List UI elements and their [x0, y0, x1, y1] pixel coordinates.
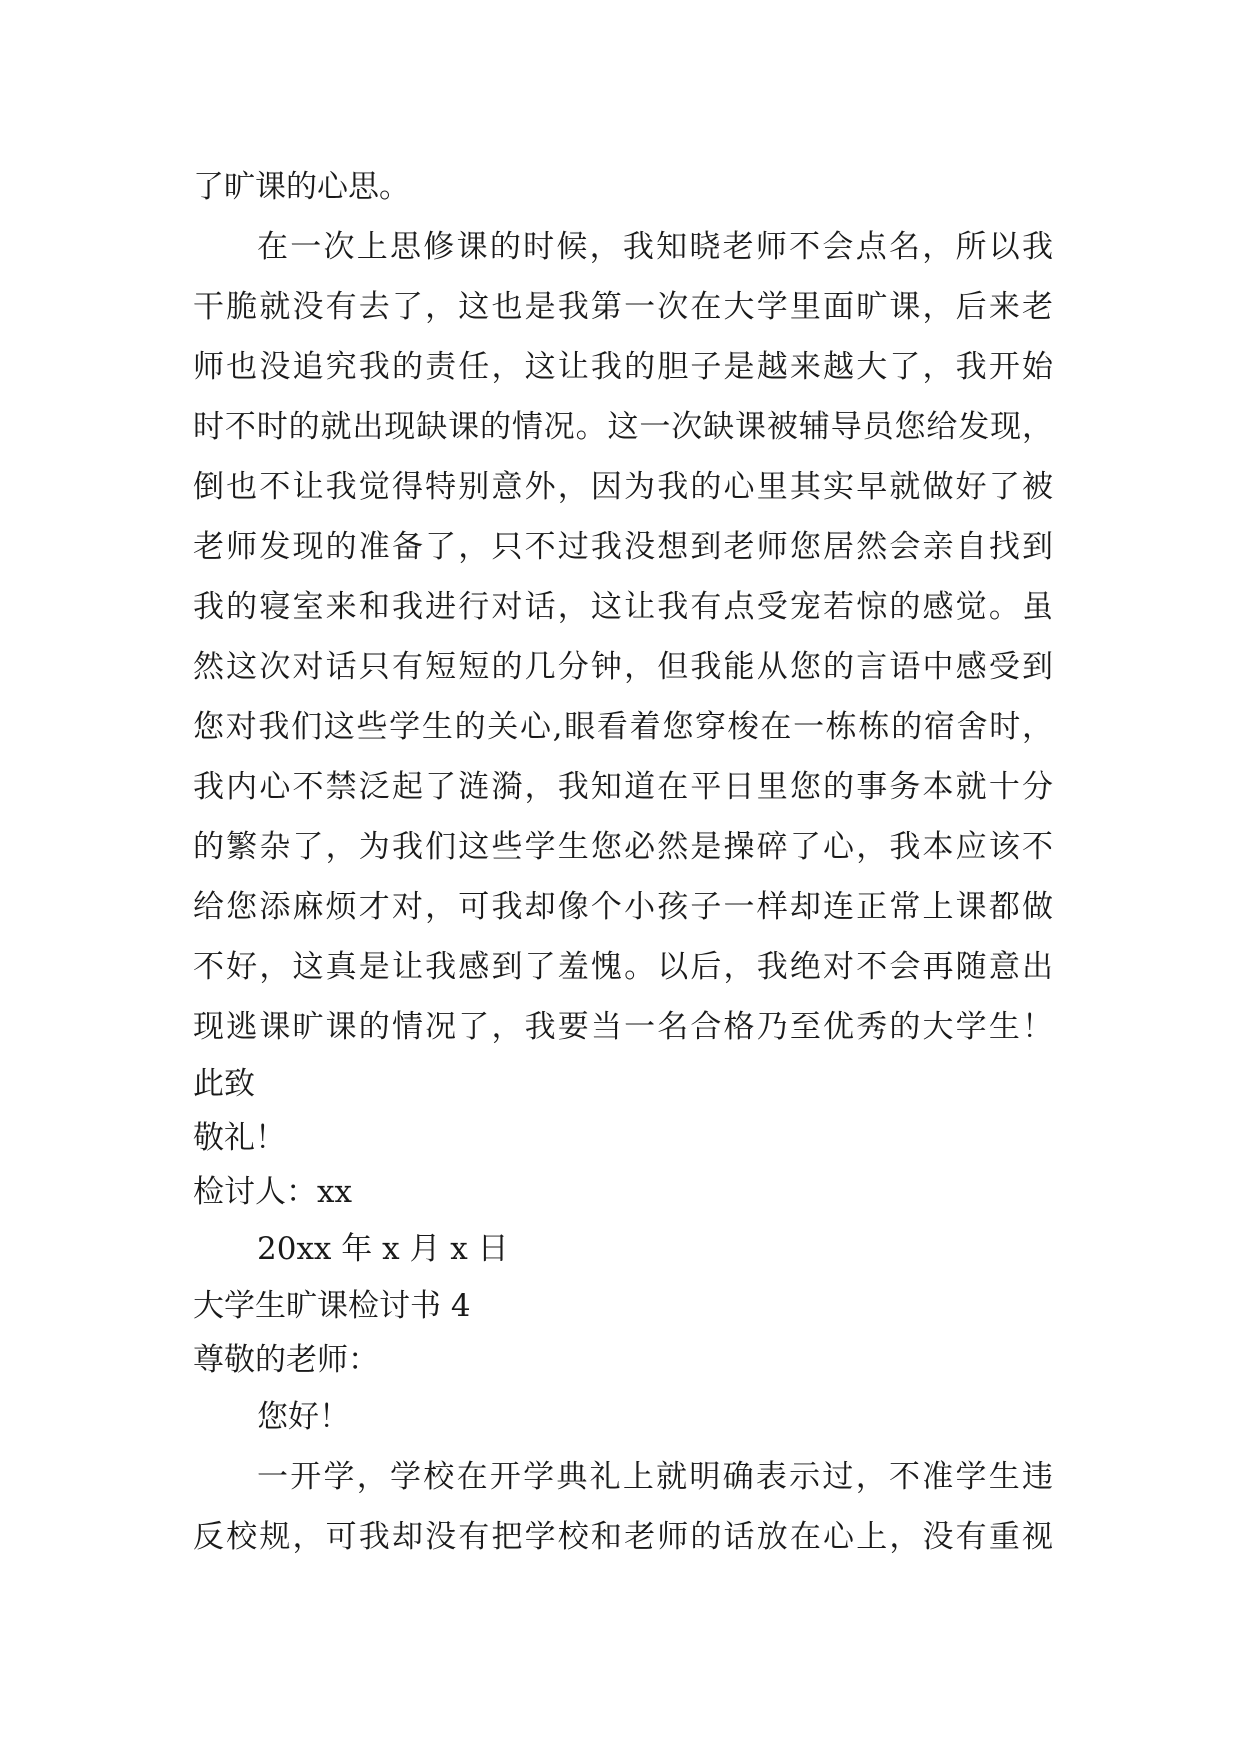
- text-line: 不好，这真是让我感到了羞愧。以后，我绝对不会再随意出: [193, 949, 1053, 985]
- text-line: 老师发现的准备了，只不过我没想到老师您居然会亲自找到: [193, 529, 1053, 565]
- text-line: 然这次对话只有短短的几分钟，但我能从您的言语中感受到: [193, 649, 1053, 685]
- signer-text: 检讨人：xx: [193, 1174, 352, 1210]
- closing-text: 此致: [193, 1066, 255, 1102]
- text-line: 我的寝室来和我进行对话，这让我有点受宠若惊的感觉。虽: [193, 589, 1053, 625]
- greeting-text: 您好！: [257, 1399, 350, 1435]
- salutation-text: 尊敬的老师：: [193, 1342, 379, 1378]
- paragraph: [193, 217, 1053, 1057]
- text-line: 时不时的就出现缺课的情况。这一次缺课被辅导员您给发现，: [193, 409, 1053, 445]
- text-line: 反校规，可我却没有把学校和老师的话放在心上，没有重视: [193, 1519, 1053, 1555]
- text-line: 我内心不禁泛起了涟漪，我知道在平日里您的事务本就十分: [193, 769, 1053, 805]
- text-line: 在一次上思修课的时候，我知晓老师不会点名，所以我: [257, 229, 1053, 265]
- text-line: 的繁杂了，为我们这些学生您必然是操碎了心，我本应该不: [193, 829, 1053, 865]
- section-title: 大学生旷课检讨书 4: [193, 1288, 471, 1324]
- text-line: 现逃课旷课的情况了，我要当一名合格乃至优秀的大学生！: [193, 1009, 1053, 1045]
- text-line: 了旷课的心思。: [193, 169, 410, 205]
- text-line: 倒也不让我觉得特别意外，因为我的心里其实早就做好了被: [193, 469, 1053, 505]
- text-line: 您对我们这些学生的关心,眼看着您穿梭在一栋栋的宿舍时，: [193, 709, 1053, 745]
- date-text: 20xx 年 x 月 x 日: [257, 1231, 509, 1267]
- document-body: [193, 157, 1053, 1567]
- salute-text: 敬礼！: [193, 1120, 286, 1156]
- text-line: 给您添麻烦才对，可我却像个小孩子一样却连正常上课都做: [193, 889, 1053, 925]
- paragraph: [193, 1447, 1053, 1567]
- text-line: 师也没追究我的责任，这让我的胆子是越来越大了，我开始: [193, 349, 1053, 385]
- text-line: 一开学，学校在开学典礼上就明确表示过，不准学生违: [257, 1459, 1053, 1495]
- text-line: 干脆就没有去了，这也是我第一次在大学里面旷课，后来老: [193, 289, 1053, 325]
